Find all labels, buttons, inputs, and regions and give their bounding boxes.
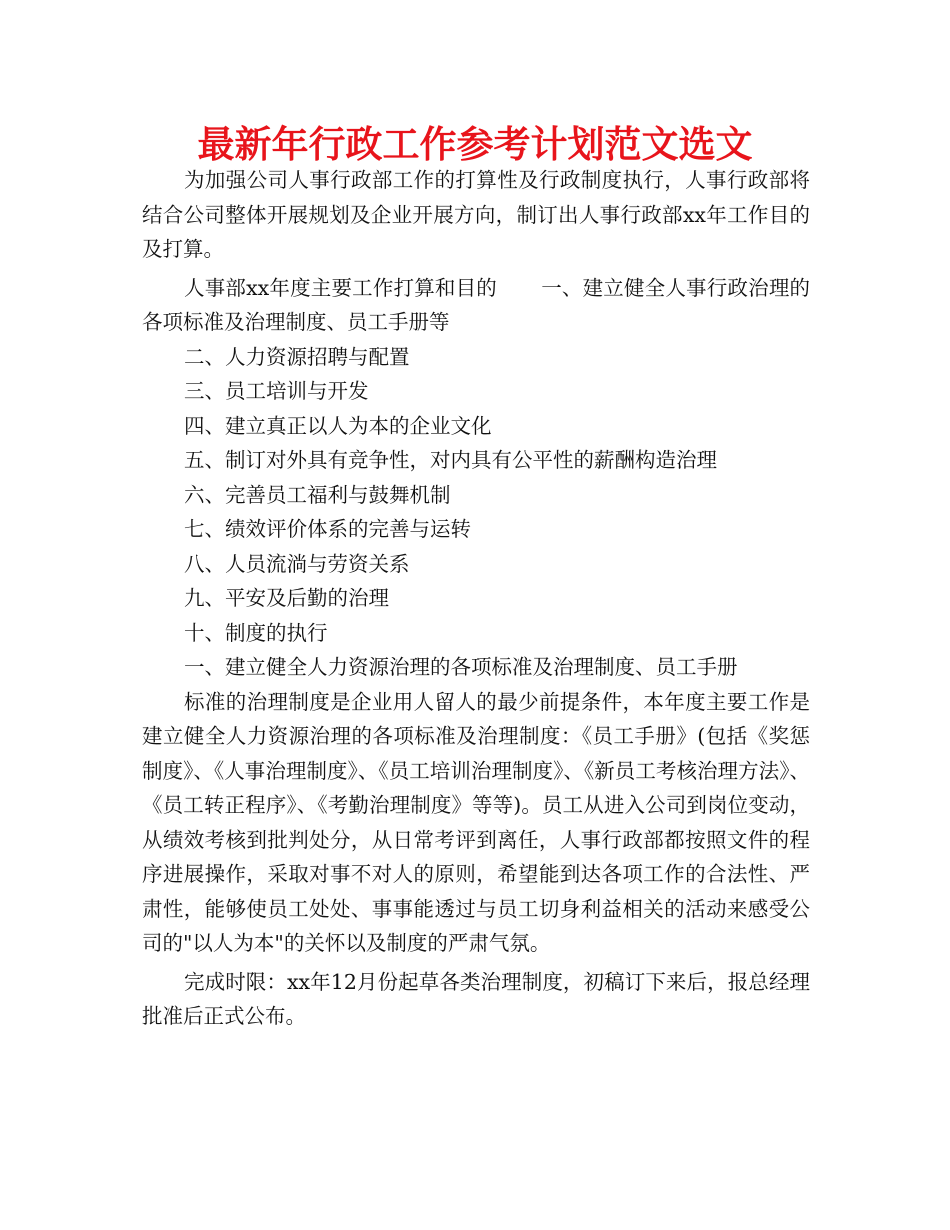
section-heading-paragraph bbox=[142, 271, 810, 340]
section-heading-a: 人事部xx年度主要工作打算和目的 bbox=[184, 275, 498, 300]
list-item: 八、人员流淌与劳资关系 bbox=[184, 551, 410, 576]
list-item: 七、绩效评价体系的完善与运转 bbox=[184, 517, 471, 541]
list-item: 九、平安及后勤的治理 bbox=[184, 586, 389, 610]
document-body bbox=[142, 163, 810, 1034]
intro-paragraph: 为加强公司人事行政部工作的打算性及行政制度执行，人事行政部将结合公司整体开展规划及企业开展方向，制订出人事行政部xx年工作目的及打算。 bbox=[142, 168, 810, 261]
body-paragraph-2: 完成时限：xx年12月份起草各类治理制度，初稿订下来后，报总经理批准后正式公布。 bbox=[142, 969, 810, 1028]
body-paragraph-1: 标准的治理制度是企业用人留人的最少前提条件，本年度主要工作是建立健全人力资源治理的各项标准及治理制度：《员工手册》(包括《奖惩制度》、《人事治理制度》、《员工培训治理制度》、《新员工考核治理方法》、《员工转正程序》、《考勤治理制度》等等)。员工从进入公司到岗位变动，从绩效考核到批判处分，从日常考评到离任，人事行政部都按照文件的程序进展操作，采取对事不对人的原则，希望能到达各项工作的合法性、严肃性，能够使员工处处、事事能透过与员工切身利益相关的活动来感受公司的"以人为本"的关怀以及制度的严肃气氛。 bbox=[142, 689, 810, 955]
list-item: 三、员工培训与开发 bbox=[184, 379, 369, 403]
list-item: 二、人力资源招聘与配置 bbox=[184, 344, 410, 369]
list-item: 五、制订对外具有竞争性，对内具有公平性的薪酬构造治理 bbox=[184, 448, 717, 472]
list-item: 四、建立真正以人为本的企业文化 bbox=[184, 413, 492, 438]
list-item: 一、建立健全人力资源治理的各项标准及治理制度、员工手册 bbox=[184, 655, 738, 679]
document-title: 最新年行政工作参考计划范文选文 bbox=[197, 123, 753, 166]
section-heading-b: 一、建立健全人事行政治理的各项标准及治理制度、员工手册等 bbox=[142, 275, 811, 334]
list-item: 十、制度的执行 bbox=[184, 620, 328, 645]
list-item: 六、完善员工福利与鼓舞机制 bbox=[184, 482, 451, 507]
